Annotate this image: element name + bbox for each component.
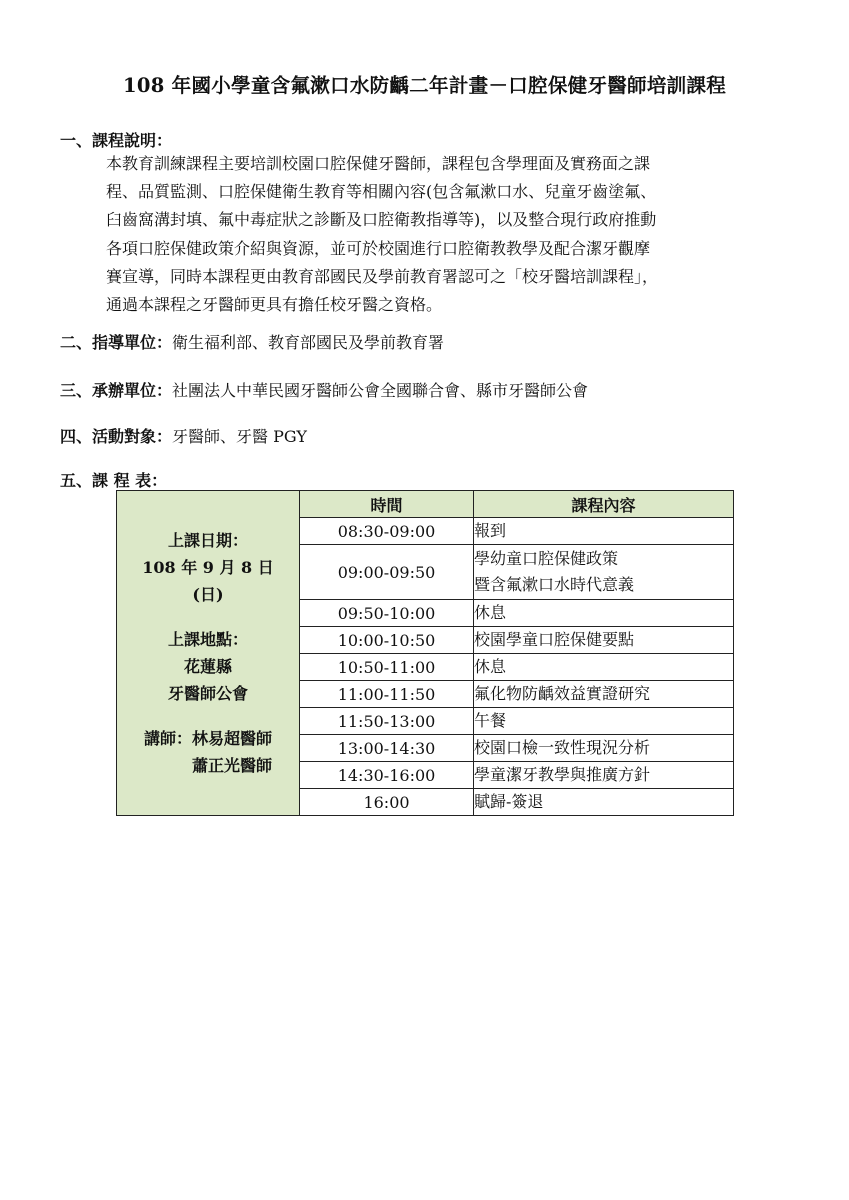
content-line: 校園學童口腔保健要點: [474, 630, 635, 649]
course-info-cell: [117, 491, 300, 816]
course-description: [106, 150, 796, 319]
section-heading: 四、活動對象：: [60, 427, 173, 446]
content-line: 校園口檢一致性現況分析: [474, 738, 651, 757]
time-cell: 09:00-09:50: [300, 545, 474, 600]
content-line: 暨含氟漱口水時代意義: [474, 575, 635, 594]
section-heading: 二、指導單位：: [60, 333, 173, 352]
location-line: 牙醫師公會: [167, 684, 248, 703]
supervising-unit-value: 衛生福利部、教育部國民及學前教育署: [172, 333, 445, 352]
content-line: 學幼童口腔保健政策: [474, 549, 619, 568]
section-audience: [60, 424, 307, 447]
time-cell: 11:00-11:50: [300, 681, 474, 708]
section-heading: 三、承辦單位：: [60, 381, 173, 400]
description-line: 各項口腔保健政策介紹與資源，並可於校園進行口腔衛教教學及配合潔牙觀摩: [106, 238, 651, 258]
organizer-value: 社團法人中華民國牙醫師公會全國聯合會、縣市牙醫師公會: [172, 381, 589, 400]
content-cell: [474, 762, 734, 789]
time-cell: 13:00-14:30: [300, 735, 474, 762]
content-cell: [474, 627, 734, 654]
content-line: 學童潔牙教學與推廣方針: [474, 765, 651, 784]
description-line: 程、品質監測、口腔保健衛生教育等相關內容(包含氟漱口水、兒童牙齒塗氟、: [106, 182, 657, 202]
content-cell: [474, 708, 734, 735]
description-line: 臼齒窩溝封填、氟中毒症狀之診斷及口腔衛教指導等)，以及整合現行政府推動: [106, 210, 657, 230]
location-label: 上課地點：: [167, 630, 248, 649]
description-line: 本教育訓練課程主要培訓校園口腔保健牙醫師，課程包含學理面及實務面之課: [106, 154, 651, 173]
content-line: 賦歸-簽退: [474, 792, 544, 811]
content-cell: [474, 545, 734, 600]
content-cell: [474, 681, 734, 708]
content-cell: [474, 600, 734, 627]
content-cell: [474, 654, 734, 681]
content-line: 氟化物防齲效益實證研究: [474, 684, 651, 703]
date-weekday: (日): [192, 585, 224, 604]
content-line: 報到: [474, 521, 507, 540]
content-cell: [474, 518, 734, 545]
time-cell: 09:50-10:00: [300, 600, 474, 627]
lecturer-line: 講師：林易超醫師: [143, 729, 272, 748]
description-line: 通過本課程之牙醫師更具有擔任校牙醫之資格。: [106, 294, 443, 314]
time-cell: 10:50-11:00: [300, 654, 474, 681]
date-label: 上課日期：: [167, 531, 248, 550]
section-schedule-heading: 五、課 程 表：: [60, 471, 168, 490]
time-column-header: 時間: [300, 491, 474, 518]
lecturer-line: 蕭正光醫師: [191, 756, 272, 775]
section-organizer: [60, 378, 588, 401]
location-line: 花蓮縣: [183, 657, 232, 676]
content-cell: [474, 735, 734, 762]
content-line: 休息: [474, 657, 507, 676]
content-line: 午餐: [474, 711, 507, 730]
time-cell: 08:30-09:00: [300, 518, 474, 545]
time-cell: 10:00-10:50: [300, 627, 474, 654]
content-column-header: 課程內容: [474, 491, 734, 518]
time-cell: 16:00: [300, 789, 474, 816]
schedule-table: [116, 490, 734, 816]
time-cell: 11:50-13:00: [300, 708, 474, 735]
time-cell: 14:30-16:00: [300, 762, 474, 789]
content-cell: [474, 789, 734, 816]
page-title: 108 年國小學童含氟漱口水防齲二年計畫－口腔保健牙醫師培訓課程: [122, 74, 727, 97]
audience-value: 牙醫師、牙醫 PGY: [172, 427, 307, 446]
date-value: 108 年 9 月 8 日: [142, 558, 274, 577]
content-line: 休息: [474, 603, 507, 622]
section-supervising-unit: [60, 330, 444, 353]
section-course-description-heading: 一、課程說明：: [60, 131, 173, 150]
description-line: 賽宣導，同時本課程更由教育部國民及學前教育署認可之「校牙醫培訓課程」，: [106, 266, 659, 286]
